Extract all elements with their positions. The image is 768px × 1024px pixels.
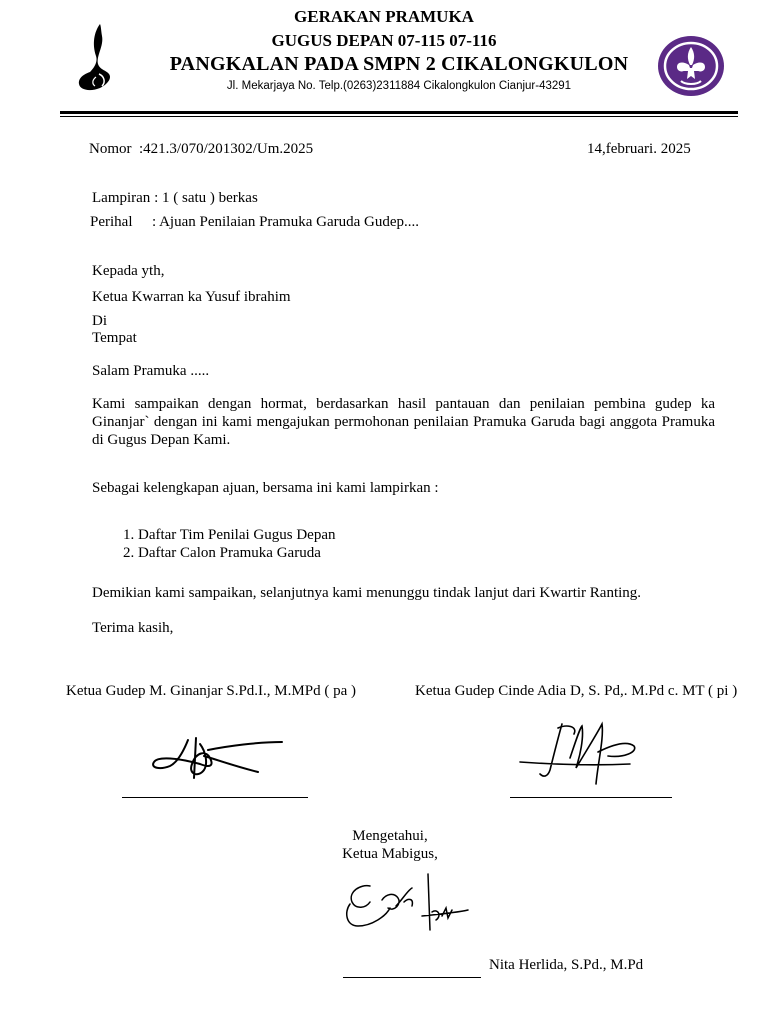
mabigus-acknowledge: Mengetahui, <box>352 828 428 844</box>
closing-paragraph: Demikian kami sampaikan, selanjutnya kami menunggu tindak lanjut dari Kwartir Ranting. <box>92 585 642 601</box>
header-rule-thick <box>60 111 738 114</box>
school-name: PANGKALAN PADA SMPN 2 CIKALONGKULON <box>169 53 629 75</box>
header-rule-thin <box>60 116 738 117</box>
perihal-label: Perihal <box>90 214 133 230</box>
left-signatory-title: Ketua Gudep M. Ginanjar S.Pd.I., M.MPd ( pa ) <box>66 683 356 699</box>
mabigus-signature <box>342 872 474 938</box>
recipient-line-3: Di <box>92 313 107 329</box>
recipient-line-2: Ketua Kwarran ka Yusuf ibrahim <box>92 289 291 305</box>
thanks-line: Terima kasih, <box>92 620 174 636</box>
attachment-item-2: 2. Daftar Calon Pramuka Garuda <box>138 544 492 562</box>
left-signature <box>148 730 288 786</box>
perihal-value: : Ajuan Penilaian Pramuka Garuda Gudep.... <box>152 214 420 230</box>
recipient-line-1: Kepada yth, <box>92 263 165 279</box>
mabigus-title: Ketua Mabigus, <box>342 846 438 862</box>
org-name: GERAKAN PRAMUKA <box>294 7 474 26</box>
wosm-fleur-de-lis-icon <box>657 35 725 97</box>
right-signature <box>518 718 642 790</box>
address-line: Jl. Mekarjaya No. Telp.(0263)2311884 Cikalongkulon Cianjur-43291 <box>226 80 572 92</box>
lampiran-value: : 1 ( satu ) berkas <box>154 190 258 206</box>
gudep-number: GUGUS DEPAN 07-115 07-116 <box>271 31 497 50</box>
right-signatory-title: Ketua Gudep Cinde Adia D, S. Pd,. M.Pd c. MT ( pi ) <box>415 683 738 699</box>
mabigus-signature-line <box>343 977 481 978</box>
attachment-list <box>92 526 492 562</box>
right-signature-line <box>510 797 672 798</box>
perihal-row <box>90 213 419 231</box>
mabigus-name: Nita Herlida, S.Pd., M.Pd <box>489 957 644 973</box>
lampiran-row <box>92 189 258 207</box>
nomor-value: :421.3/070/201302/Um.2025 <box>139 141 314 157</box>
greeting: Salam Pramuka ..... <box>92 363 210 379</box>
nomor-row <box>89 140 313 158</box>
left-signature-line <box>122 797 308 798</box>
paragraph-2: Sebagai kelengkapan ajuan, bersama ini kami lampirkan : <box>92 480 439 496</box>
letter-date: 14,februari. 2025 <box>587 141 691 157</box>
attachment-item-1: 1. Daftar Tim Penilai Gugus Depan <box>138 526 492 544</box>
paragraph-1: Kami sampaikan dengan hormat, berdasarkan hasil pantauan dan penilaian pembina gudep ka Ginanjar` dengan ini kami mengajukan permohonan penilaian Pramuka Garuda bagi anggota Pramuka di Gugus Depan Kami. <box>92 396 715 448</box>
lampiran-label: Lampiran <box>92 190 151 206</box>
nomor-label: Nomor <box>89 141 132 157</box>
recipient-line-4: Tempat <box>92 330 137 346</box>
